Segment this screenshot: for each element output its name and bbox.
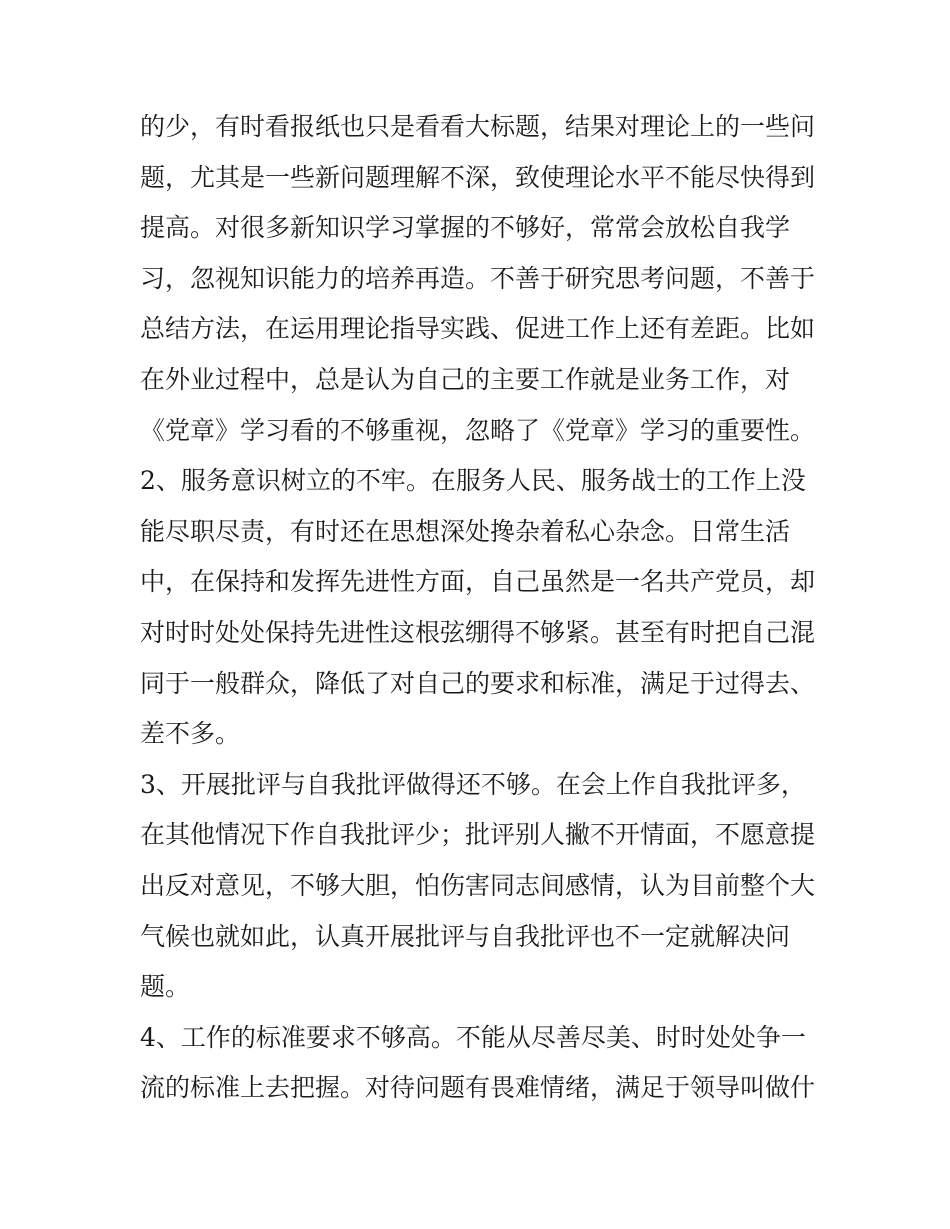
text-line-2: 题，尤其是一些新问题理解不深，致使理论水平不能尽快得到 bbox=[140, 162, 816, 192]
body-text bbox=[140, 102, 820, 1114]
text-line-13: 差不多。 bbox=[140, 719, 241, 749]
text-line-15: 在其他情况下作自我批评少；批评别人撇不开情面，不愿意提 bbox=[140, 820, 816, 850]
text-line-4: 习，忽视知识能力的培养再造。不善于研究思考问题，不善于 bbox=[140, 263, 816, 293]
text-line-18: 题。 bbox=[140, 972, 191, 1002]
text-line-5: 总结方法，在运用理论指导实践、促进工作上还有差距。比如 bbox=[140, 314, 816, 344]
text-line-12: 同于一般群众，降低了对自己的要求和标准，满足于过得去、 bbox=[140, 668, 816, 698]
text-line-14: 3、开展批评与自我批评做得还不够。在会上作自我批评多， bbox=[140, 769, 806, 799]
text-line-9: 能尽职尽责，有时还在思想深处搀杂着私心杂念。日常生活 bbox=[140, 516, 791, 546]
text-line-10: 中，在保持和发挥先进性方面，自己虽然是一名共产党员，却 bbox=[140, 567, 816, 597]
text-line-20: 流的标准上去把握。对待问题有畏难情绪，满足于领导叫做什 bbox=[140, 1073, 816, 1103]
text-line-19: 4、工作的标准要求不够高。不能从尽善尽美、时时处处争一 bbox=[140, 1022, 806, 1052]
text-line-8: 2、服务意识树立的不牢。在服务人民、服务战士的工作上没 bbox=[140, 466, 806, 496]
text-line-3: 提高。对很多新知识学习掌握的不够好，常常会放松自我学 bbox=[140, 213, 791, 243]
text-line-7: 《党章》学习看的不够重视，忽略了《党章》学习的重要性。 bbox=[140, 415, 816, 445]
text-line-17: 气候也就如此，认真开展批评与自我批评也不一定就解决问 bbox=[140, 921, 791, 951]
text-line-1: 的少，有时看报纸也只是看看大标题，结果对理论上的一些问 bbox=[140, 112, 816, 141]
text-line-6: 在外业过程中，总是认为自己的主要工作就是业务工作，对 bbox=[140, 364, 791, 394]
text-line-11: 对时时处处保持先进性这根弦绷得不够紧。甚至有时把自己混 bbox=[140, 617, 816, 647]
text-line-16: 出反对意见，不够大胆，怕伤害同志间感情，认为目前整个大 bbox=[140, 870, 816, 900]
